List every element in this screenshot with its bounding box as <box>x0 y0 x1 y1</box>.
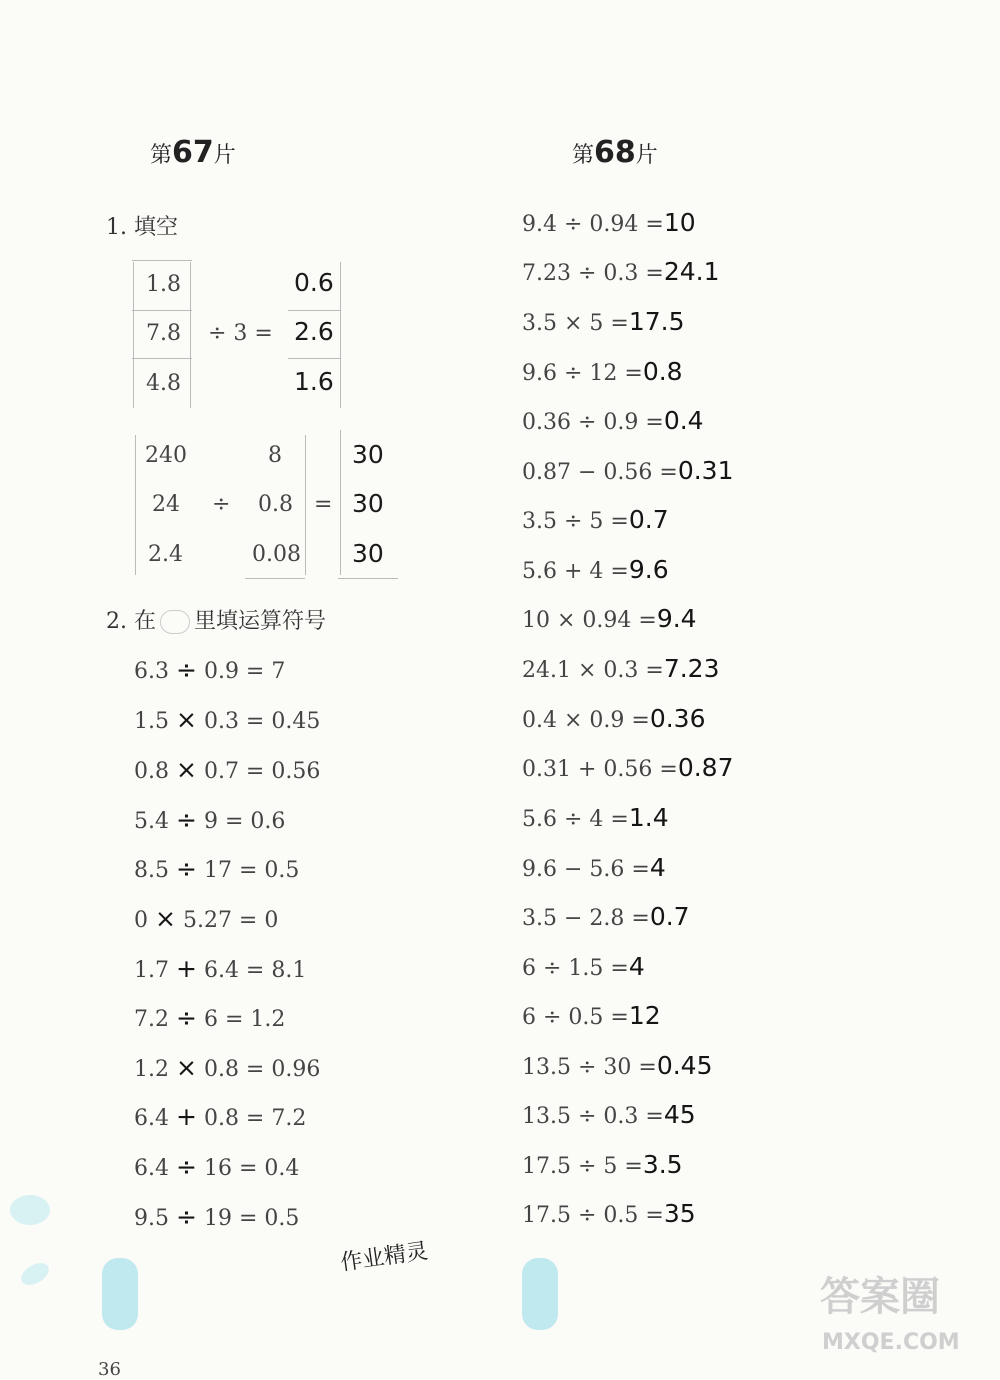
question: 3.5 − 2.8 = <box>522 906 650 931</box>
operand-a: 1.5 <box>134 709 169 734</box>
page-header-67 <box>150 135 236 170</box>
question: 9.4 ÷ 0.94 = <box>522 212 664 237</box>
handwritten-answer: 45 <box>663 1100 696 1129</box>
filled-operator: × <box>176 705 197 734</box>
answer-cell: 30 <box>352 489 384 518</box>
filled-operator: ÷ <box>176 1152 197 1181</box>
handwritten-answer: 17.5 <box>628 307 685 336</box>
dividend-cell: 24 <box>152 492 180 517</box>
filled-operator: ÷ <box>176 655 197 684</box>
page-number: 36 <box>98 1359 121 1380</box>
section-2-title-prefix: 2. 在 <box>106 609 156 634</box>
handwritten-signature: 作业精灵 <box>338 1238 430 1276</box>
handwritten-answer: 0.7 <box>628 505 669 534</box>
handwritten-answer: 10 <box>663 208 696 237</box>
handwritten-answer: 0.36 <box>649 704 706 733</box>
filled-operator: × <box>176 1053 197 1082</box>
calc-problem <box>522 952 645 981</box>
operand-a: 0 <box>134 908 148 933</box>
question: 5.6 ÷ 4 = <box>522 807 629 832</box>
calc-problem <box>522 257 720 286</box>
calc-problem <box>522 456 734 485</box>
calc-problem <box>522 704 706 733</box>
section-2-title-suffix: 里填运算符号 <box>193 609 326 634</box>
calc-problem <box>522 555 669 584</box>
divisor-cell: 0.08 <box>252 542 301 567</box>
operand-a: 6.4 <box>134 1156 169 1181</box>
operand-a: 8.5 <box>134 858 169 883</box>
footer-badge-right <box>522 1258 558 1330</box>
handwritten-answer: 35 <box>663 1199 696 1228</box>
decorative-leaf <box>18 1259 53 1290</box>
operand-b-result: 0.8 = 0.96 <box>203 1057 321 1082</box>
header-prefix: 第 <box>150 143 173 168</box>
calc-problem <box>522 1100 696 1129</box>
question: 0.4 × 0.9 = <box>522 708 650 733</box>
question: 17.5 ÷ 5 = <box>522 1154 643 1179</box>
header-number: 67 <box>172 135 214 170</box>
divider <box>190 262 191 408</box>
header-number: 68 <box>594 135 636 170</box>
section-2-title <box>106 604 326 635</box>
filled-operator: × <box>176 755 197 784</box>
filled-operator: ÷ <box>176 1003 197 1032</box>
operand-b-result: 0.3 = 0.45 <box>203 709 321 734</box>
operator-problem <box>134 655 285 684</box>
operand-b-result: 6.4 = 8.1 <box>203 958 307 983</box>
divider <box>340 262 341 408</box>
question: 0.31 + 0.56 = <box>522 757 678 782</box>
handwritten-answer: 9.4 <box>656 604 697 633</box>
filled-operator: + <box>176 1102 197 1131</box>
handwritten-answer: 3.5 <box>642 1150 683 1179</box>
calc-problem <box>522 902 690 931</box>
calc-problem <box>522 505 669 534</box>
dividend-cell: 7.8 <box>146 321 181 346</box>
operand-a: 1.7 <box>134 958 169 983</box>
operator-problem <box>134 1202 299 1231</box>
calc-problem <box>522 1150 683 1179</box>
question: 13.5 ÷ 30 = <box>522 1055 657 1080</box>
divisor-cell: 0.8 <box>258 492 293 517</box>
operand-b-result: 9 = 0.6 <box>203 809 286 834</box>
answer-cell: 0.6 <box>294 268 334 297</box>
footer-badge-left <box>102 1258 138 1330</box>
operand-b-result: 16 = 0.4 <box>203 1156 300 1181</box>
divider <box>132 260 192 261</box>
handwritten-answer: 24.1 <box>663 257 720 286</box>
handwritten-answer: 0.45 <box>656 1051 713 1080</box>
handwritten-answer: 4 <box>649 853 666 882</box>
dividend-cell: 1.8 <box>146 272 181 297</box>
calc-problem <box>522 654 720 683</box>
question: 24.1 × 0.3 = <box>522 658 664 683</box>
dividend-cell: 240 <box>145 443 187 468</box>
divide-sign: ÷ <box>212 492 231 517</box>
operator-problem <box>134 854 299 883</box>
question: 17.5 ÷ 0.5 = <box>522 1203 664 1228</box>
question: 9.6 ÷ 12 = <box>522 361 643 386</box>
question: 9.6 − 5.6 = <box>522 857 650 882</box>
calc-problem <box>522 1001 661 1030</box>
calc-problem <box>522 357 683 386</box>
calc-problem <box>522 1051 713 1080</box>
handwritten-answer: 0.4 <box>663 406 704 435</box>
divider <box>135 435 136 575</box>
page-header-68 <box>572 135 658 170</box>
divisor-cell: 8 <box>268 443 282 468</box>
operand-a: 5.4 <box>134 809 169 834</box>
operand-b-result: 0.7 = 0.56 <box>203 759 321 784</box>
divide-by-3-operator: ÷ 3 = <box>208 321 273 346</box>
divider <box>132 358 192 359</box>
watermark-url: MXQE.COM <box>822 1330 960 1355</box>
handwritten-answer: 0.87 <box>677 753 734 782</box>
handwritten-answer: 12 <box>628 1001 661 1030</box>
divider <box>133 262 134 408</box>
calc-problem <box>522 208 696 237</box>
decorative-leaf <box>10 1195 50 1225</box>
handwritten-answer: 0.7 <box>649 902 690 931</box>
answer-cell: 30 <box>352 440 384 469</box>
operator-problem <box>134 954 306 983</box>
question: 5.6 + 4 = <box>522 559 629 584</box>
calc-problem <box>522 753 734 782</box>
question: 0.36 ÷ 0.9 = <box>522 410 664 435</box>
operand-b-result: 19 = 0.5 <box>203 1206 300 1231</box>
operand-b-result: 5.27 = 0 <box>182 908 279 933</box>
operand-a: 1.2 <box>134 1057 169 1082</box>
handwritten-answer: 4 <box>628 952 645 981</box>
filled-operator: + <box>176 954 197 983</box>
calc-problem <box>522 853 666 882</box>
divider <box>338 578 398 579</box>
handwritten-answer: 0.31 <box>677 456 734 485</box>
dividend-cell: 2.4 <box>148 542 183 567</box>
operand-a: 9.5 <box>134 1206 169 1231</box>
divider <box>288 310 340 311</box>
operand-a: 7.2 <box>134 1007 169 1032</box>
divider <box>305 435 306 575</box>
section-1-title: 1. 填空 <box>106 215 178 240</box>
filled-operator: × <box>155 904 176 933</box>
header-prefix: 第 <box>572 143 595 168</box>
operator-problem <box>134 1003 285 1032</box>
handwritten-answer: 1.4 <box>628 803 669 832</box>
filled-operator: ÷ <box>176 1202 197 1231</box>
calc-problem <box>522 803 669 832</box>
operand-a: 6.3 <box>134 659 169 684</box>
operand-b-result: 0.8 = 7.2 <box>203 1106 307 1131</box>
question: 0.87 − 0.56 = <box>522 460 678 485</box>
calc-problem <box>522 604 697 633</box>
divider <box>132 310 192 311</box>
operator-problem <box>134 904 278 933</box>
divider <box>245 578 305 579</box>
calc-problem <box>522 406 704 435</box>
operand-b-result: 0.9 = 7 <box>203 659 286 684</box>
question: 3.5 × 5 = <box>522 311 629 336</box>
question: 13.5 ÷ 0.3 = <box>522 1104 664 1129</box>
divider <box>288 358 340 359</box>
question: 6 ÷ 0.5 = <box>522 1005 629 1030</box>
operator-problem <box>134 1053 320 1082</box>
operator-problem <box>134 1102 306 1131</box>
operator-problem <box>134 805 285 834</box>
operator-problem <box>134 755 320 784</box>
filled-operator: ÷ <box>176 805 197 834</box>
answer-cell: 1.6 <box>294 367 334 396</box>
calc-problem <box>522 307 685 336</box>
question: 7.23 ÷ 0.3 = <box>522 261 664 286</box>
question: 6 ÷ 1.5 = <box>522 956 629 981</box>
divider <box>340 430 341 575</box>
question: 3.5 ÷ 5 = <box>522 509 629 534</box>
operand-b-result: 17 = 0.5 <box>203 858 300 883</box>
filled-operator: ÷ <box>176 854 197 883</box>
handwritten-answer: 9.6 <box>628 555 669 584</box>
calc-problem <box>522 1199 696 1228</box>
operand-a: 0.8 <box>134 759 169 784</box>
header-suffix: 片 <box>213 143 236 168</box>
answer-cell: 2.6 <box>294 317 334 346</box>
equals-sign: = <box>314 492 333 517</box>
question: 10 × 0.94 = <box>522 608 657 633</box>
dividend-cell: 4.8 <box>146 371 181 396</box>
handwritten-answer: 0.8 <box>642 357 683 386</box>
blank-circle <box>160 610 190 634</box>
header-suffix: 片 <box>635 143 658 168</box>
operand-b-result: 6 = 1.2 <box>203 1007 286 1032</box>
operator-problem <box>134 1152 299 1181</box>
handwritten-answer: 7.23 <box>663 654 720 683</box>
answer-cell: 30 <box>352 539 384 568</box>
operator-problem <box>134 705 320 734</box>
watermark-logo: 答案圈 <box>820 1274 940 1320</box>
operand-a: 6.4 <box>134 1106 169 1131</box>
